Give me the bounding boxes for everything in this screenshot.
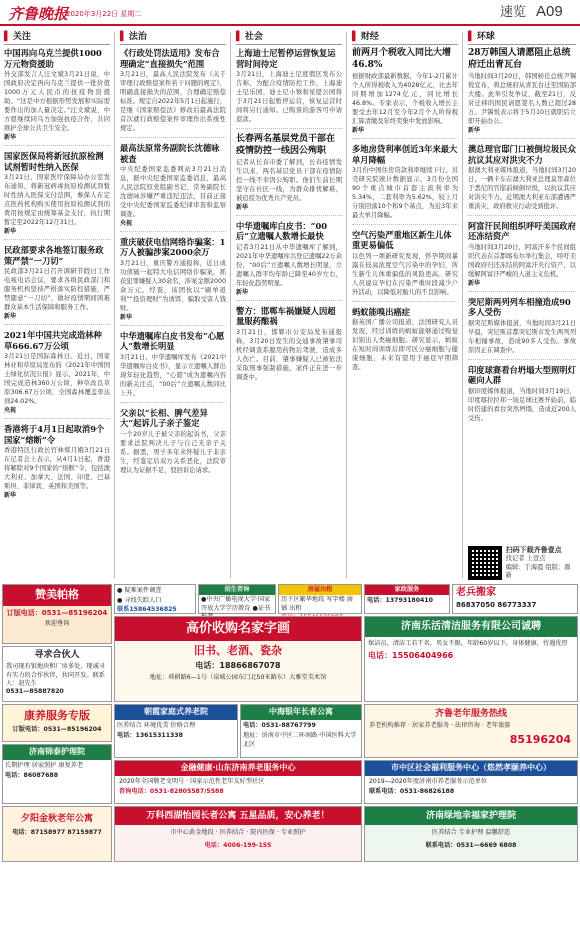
article-source: 新华	[352, 126, 365, 134]
ad-tile[interactable]	[114, 704, 238, 758]
article-source: 新华	[468, 279, 481, 287]
article-body: 当地时间3月20日，阿富汗多个民间组织代表在首都喀布尔举行集会，呼吁美国政府归还冻结的阿富汗央行资产，以缓解阿富汗严峻的人道主义危机。	[468, 244, 576, 278]
article-title: 前两月个税收入同比大增46.8%	[352, 48, 452, 70]
article[interactable]	[4, 151, 110, 240]
article[interactable]	[236, 48, 342, 129]
ad-tile[interactable]	[452, 584, 578, 614]
ad-line: 长期护理 居家照护 康复养老	[5, 761, 84, 769]
ad-body: 2019—2020年度济南市养老服务示范单位	[369, 777, 488, 785]
article-body: 据英国广播公司报道，法国研究人员发现，经过训练的蚂蚁能够通过嗅觉识别出人类癌细胞。研究显示，蚂蚁在短时间训练后即可区分癌细胞与健康细胞，未来有望用于癌症早期筛查。	[352, 319, 458, 371]
article[interactable]	[468, 48, 576, 139]
article[interactable]	[468, 144, 576, 216]
ad-phone: 85196204	[509, 732, 571, 746]
ad-phone: 联系电话：0531—6669 6808	[425, 841, 517, 849]
article[interactable]	[120, 237, 226, 326]
article-source: 央视	[4, 406, 17, 414]
ad-tile[interactable]	[364, 760, 578, 804]
article-body: 3月21日，重庆警方通报称，近日成功侦破一起特大电信网络诈骗案，抓获犯罪嫌疑人30余名，涉案金额2000余万元。经查，该团伙以“刷单返利”“投资理财”为诱饵，骗取受害人钱财。	[120, 260, 226, 312]
article[interactable]	[4, 424, 110, 503]
article-body: 3月21日，最高人民法院发布《关于审理行政赔偿案件若干问题的规定》，明确直接损失的范围，合理确定赔偿标准。规定自2022年5月1日起施行，是继《国家赔偿法》修改后最高法院首次就行政赔偿案件审理作出系统性规定。	[120, 71, 226, 132]
article[interactable]	[120, 331, 226, 403]
ad-phone: 电话：4006-199-155	[204, 841, 272, 849]
article-body: 3月21日，中华遗嘱库发布《2021中华遗嘱库白皮书》，显示立遗嘱人群出现年轻化趋势，“心愿”成为遗嘱内容的新关注点，“00后”立遗嘱人数同比上升。	[120, 354, 226, 397]
column-label: ▌ 财经	[352, 31, 458, 45]
ad-sub: 旧书、老酒、瓷杂	[194, 643, 282, 657]
article-title: 父亲以“长相、脾气差异大”起诉儿子亲子鉴定	[120, 407, 208, 429]
ad-title: 济南锦泰护理院	[3, 745, 111, 760]
article-body: 据澳大利亚媒体报道，当地时间3月20日，一辆卡车在澳大利亚总理莫里森位于悉尼的官邸前倾倒垃圾，以抗议其应对洪灾不力。近期澳大利亚东部遭遇严重洪灾，政府救灾行动受到批评。	[468, 167, 576, 210]
ad-phone: 电话：87158977 87159877	[12, 829, 102, 837]
ad-phone: 0531—85887820	[6, 688, 64, 696]
page-number: A09	[536, 3, 563, 20]
ad-body: 2020年全国敬老文明号 · 国家示范性老年友好型社区	[119, 777, 265, 785]
article-source: 新华	[4, 312, 17, 320]
ad-phone: 联系15864536825	[117, 605, 177, 613]
ad-tile[interactable]	[278, 584, 362, 614]
article[interactable]	[120, 408, 226, 479]
article[interactable]	[468, 297, 576, 360]
ad-title: 高价收购名家字画	[115, 617, 361, 641]
article-body: 当地时间3月20日，韩国候任总统尹锡悦宣布，将总统府从青瓦台迁至国防部大楼。此举引发争议，截至21日，反对迁移的国民请愿签名人数已超过28万。尹锡悦表示将于5月10日就职后立即开始办公。	[468, 73, 576, 125]
article-body: 以色列一项新研究发现，怀孕期间暴露在较高浓度空气污染中的孕妇，所生新生儿体重偏低的风险更高。研究人员建议孕妇在污染严重时段减少户外活动，以降低对胎儿的不良影响。	[352, 252, 458, 296]
article-source: 新华	[4, 491, 17, 499]
ad-tile[interactable]	[114, 760, 362, 804]
ad-phone: 联系电话：0531-86826188	[369, 788, 455, 796]
article-body: 民政部3月21日召开调研节假日工作电视电话会议，要求各级民政部门和服务机构坚持严格落实防控措施，严禁随意“一刀切”，做好疫情期间困难群众基本生活保障和服务工作。	[4, 268, 110, 311]
article[interactable]	[236, 134, 342, 216]
column-divider	[230, 32, 231, 578]
qr-sub: 找记者 上壹点	[505, 555, 546, 562]
ad-phone: 电话：13793180410	[367, 597, 433, 605]
article-body: 根据财政部最新数据，今年1-2月累计个人所得税收入为4028亿元，比去年同期增加1274亿元，同比增长46.8%。专家表示，个税收入增长主要受去年12月至今年2月个人所得税汇算清缴及年终奖集中发放影响。	[352, 73, 458, 125]
column-label: ▌ 法治	[120, 31, 226, 45]
ad-title: 济南乐活清洁服务有限公司诚聘	[365, 617, 577, 637]
ad-body: 市中心黄金地段 · 医养结合 · 院内医保 · 专业照护	[170, 829, 306, 837]
article-body: 香港特区行政长官林郑月娥3月21日在记者会上表示，从4月1日起，香港将解除对9个国家的“熔断”令，包括澳大利亚、加拿大、法国、印度、巴基斯坦、菲律宾、英国和美国等。	[4, 447, 110, 490]
article[interactable]	[4, 48, 110, 146]
article-source: 新华	[120, 313, 133, 321]
article-title: 突尼斯两列列车相撞造成90多人受伤	[468, 296, 571, 318]
classified-ads	[0, 582, 580, 933]
ad-body: ●中央广播电视大学·国家开放大学学历教育 ●证书	[201, 596, 271, 612]
ad-phone: 订版电话：0531—85196204	[12, 725, 102, 733]
article-body: 据突尼斯媒体报道，当地时间3月21日早晨，突尼斯首都突尼斯市发生两列列车相撞事故，造成90多人受伤。事故原因正在调查中。	[468, 320, 576, 354]
section-name: 速览	[500, 5, 527, 20]
article-title: 国家医保局将新冠抗原检测试剂暂时性纳入医保	[4, 151, 104, 172]
ad-tile[interactable]	[364, 806, 578, 862]
column-shehui	[236, 30, 342, 580]
ad-title: 赞美帕格	[3, 585, 111, 606]
ad-phone: 电话：18866867078	[195, 661, 281, 671]
ad-title: 金融健康·山东济南养老服务中心	[115, 761, 361, 776]
article-title: 最高法原常务副院长沈德咏被查	[120, 142, 220, 164]
article-body: 中央纪委国家监委网站3月21日消息，据中央纪委国家监委消息，最高人民法院原党组副书记、常务副院长沈德咏涉嫌严重违纪违法，目前正接受中央纪委国家监委纪律审查和监察调查。	[120, 166, 226, 218]
ad-title: 市中区社会福利服务中心（悠然孝颐养中心）	[365, 761, 577, 776]
article-body: 一个20岁儿子被父亲的起诉书，父亲要求法院判决儿子与自己无亲子关系。据悉，男子多年来怀疑儿子非亲生，经鉴定后双方关系恶化，法院审理认为证据不足，驳回诉讼请求。	[120, 430, 226, 474]
ad-body: 历下区繁华地段 写字楼 商铺 出租	[281, 596, 353, 612]
article-body: 3月21日，邯郸市公安局发布通报称，3月20日发生的交通事故肇事司机经调查系服用药物后驾驶，造成多人伤亡。目前，肇事嫌疑人已被依法采取刑事强制措施，案件正在进一步调查中。	[236, 329, 342, 381]
ad-body: 养老机构推荐 · 居家养老服务 · 法律咨询 · 老年旅游	[369, 722, 511, 730]
ad-body: 医养结合 环境优美 价格合理	[117, 721, 196, 729]
ad-tile[interactable]	[2, 806, 112, 862]
newspaper-logo: 齐鲁晚报	[8, 5, 69, 23]
ad-title: 老兵搬家	[456, 587, 496, 598]
article-body: 记者3月21日从中华遗嘱库了解到，2021年中华遗嘱库共登记遗嘱22万余份，“00后”立遗嘱人数增长明显，立遗嘱人群平均年龄已降至40岁左右，年轻化趋势明显。	[236, 244, 342, 287]
article-source: 新华	[4, 133, 17, 141]
ad-tile[interactable]	[2, 646, 112, 702]
ad-tile[interactable]	[240, 704, 362, 758]
article-source: 央视	[120, 219, 133, 227]
article[interactable]	[352, 48, 458, 139]
column-huanqiu	[468, 30, 576, 580]
ad-title: 中海银年长者公寓	[241, 705, 361, 720]
article-body: 3月21日，上海迪士尼度假区发布公告称，为配合疫情防控工作，上海迪士尼乐园、迪士尼小镇和星愿公园将于3月21日起暂停运营，恢复运营时间将另行通知。已购票的游客可申请退款。	[236, 71, 342, 124]
article-title: 多地房贷利率创近3年来最大单月降幅	[352, 143, 458, 165]
article-title: 澳总理官邸门口被倒垃圾民众抗议其应对洪灾不力	[468, 143, 576, 165]
qr-code-icon[interactable]	[468, 546, 502, 580]
column-divider	[114, 32, 115, 578]
ad-title: 寻求合伙人	[34, 650, 80, 660]
article[interactable]	[4, 330, 110, 419]
article[interactable]	[352, 230, 458, 302]
article[interactable]	[120, 143, 226, 232]
article-body: 外交部发言人汪文斌3月21日说，中国政府决定再向乌克兰提供一批价值1000万元人民币的抗疫物资援助。“这是中方根据形势发展和实际需要作出的加人量决定。”汪文斌说，中方愿继续同乌方加强抗疫合作，共同维护全球公共卫生安全。	[4, 71, 110, 132]
column-guanzhu	[4, 30, 110, 580]
article-title: 2021年中国共完成造林种草666.67万公顷	[4, 329, 102, 351]
article-title: 28万韩国人请愿阻止总统府迁出青瓦台	[468, 48, 571, 70]
article-title: 《行政处罚法适用》发布合理确定“直接损失”范围	[120, 48, 220, 69]
article-source: 新华	[236, 203, 249, 211]
ad-body: 欢迎垂询	[44, 620, 70, 628]
ad-line: ● 疑难案件调查	[117, 587, 162, 594]
qr-title: 扫码下载齐鲁壹点	[505, 545, 562, 554]
ad-body: 我司现有银地块和厂房多处，现诚寻有实力的合作伙伴，共同开发。联系人：赵先生	[6, 663, 105, 687]
article-title: 重庆破获电信网络诈骗案：1万人被骗涉案2000余万	[120, 236, 226, 258]
ad-phone: 电话：86087688	[5, 772, 59, 780]
ad-title: 康养服务专版	[24, 709, 90, 722]
ad-title: 济南绿地幸福家护理院	[365, 807, 577, 825]
article-title: 蚂蚁能嗅出癌症	[352, 306, 411, 317]
article-source: 新华	[236, 288, 249, 296]
ad-tile[interactable]	[114, 806, 362, 862]
issue-date: 2020年3月22日 星期二	[66, 10, 142, 18]
article-source: 新华	[468, 126, 481, 134]
article-body: 3月21日是国际森林日。近日，国家林业和草原局发布的《2021年中国国土绿化状况公报》显示，2021年，中国完成造林360万公顷，种草改良草原306.67万公顷，全国森林覆盖率达到24.02%。	[4, 353, 110, 405]
article[interactable]	[468, 365, 576, 427]
ad-tile[interactable]	[2, 704, 112, 742]
article-body: 3月份中国住房贷款利率继续下行。贝壳研究院统计数据显示，3月份全国90个重点城市首套主流利率为5.34%，二套利率为5.62%，较上月分别回落10个和9个基点，为近3年来最大单月降幅。	[352, 167, 458, 219]
ad-tile[interactable]	[364, 584, 450, 614]
article-title: 长春两名基层党员干部在疫情防控一线因公殉职	[236, 133, 336, 156]
ad-tile[interactable]	[364, 704, 578, 758]
ad-phone: 86837050 86773337	[456, 600, 537, 609]
article[interactable]	[352, 307, 458, 376]
article-title: 阿富汗民间组织呼吁美国政府还冻结资产	[468, 220, 576, 242]
ad-line: ● 寻找失踪人口	[117, 597, 162, 605]
ad-title: 招生咨询	[199, 585, 275, 595]
column-divider	[462, 32, 463, 578]
column-label: ▌ 社会	[236, 31, 342, 45]
article-source: 新华	[4, 227, 17, 235]
ad-body: 保洁员、清洁工若干名，男女不限，年龄60岁以下，身体健康，待遇优厚	[368, 639, 568, 647]
article-title: 民政部要求各地签订服务政策严禁“一刀切”	[4, 244, 104, 266]
article-title: 中华遗嘱库白皮书发布“心愿人”数增长明显	[120, 330, 225, 352]
article-title: 空气污染严重地区新生儿体重更易偏低	[352, 229, 452, 251]
article[interactable]	[120, 48, 226, 138]
column-label: ▌ 关注	[4, 31, 110, 45]
article-title: 中华遗嘱库白皮书：“00后”立遗嘱人数增长最快	[236, 220, 327, 242]
ad-phone: 电话：15506404966	[368, 650, 454, 660]
ad-title: 夕阳金秋老年公寓	[20, 814, 93, 824]
qr-block	[468, 544, 576, 582]
ad-title: 房屋出租	[279, 585, 361, 595]
ad-phone: 订版电话：0531—85196204	[6, 608, 108, 617]
article-title: 印度球赛看台坍塌大型照明灯砸向人群	[468, 364, 576, 386]
article-title: 上海迪士尼暂停运营恢复运营时间待定	[236, 48, 336, 69]
article[interactable]	[4, 245, 110, 325]
ad-address: 地址：舜耕路6—1号（泉城公园东门北50米路东）大雅堂美术馆	[149, 674, 327, 682]
page-header	[0, 0, 580, 26]
ad-title: 万科西湖怡园长者公寓 五星品质，安心养老！	[115, 807, 361, 825]
ad-tile[interactable]	[364, 616, 578, 702]
article-body: 记者从长春市委了解到，长春疫情发生以来，两名基层党员干部在疫情防控一线不幸因公殉职。他们生前长期坚守在社区一线，为群众排忧解难，被追授为优秀共产党员。	[236, 159, 342, 202]
article[interactable]	[236, 221, 342, 301]
ad-title: 家政服务	[365, 585, 449, 595]
article-title: 警方：邯郸车祸嫌疑人因超量服药酿祸	[236, 305, 336, 327]
column-label: ▌ 环球	[468, 31, 576, 45]
column-caijing	[352, 30, 458, 580]
editor-credit: 编辑：于海霞 组版：颜新	[505, 563, 571, 579]
article[interactable]	[352, 144, 458, 225]
ad-tile[interactable]	[114, 584, 196, 614]
article[interactable]	[236, 306, 342, 386]
column-divider	[346, 32, 347, 578]
article-title: 中国再向乌克兰提供1000万元物资援助	[4, 48, 102, 69]
ad-tile[interactable]	[114, 616, 362, 702]
ad-title: 朝霞家庭式养老院	[115, 705, 237, 720]
ad-body: 医养结合 专业护理 温馨舒适	[431, 829, 511, 837]
article-body: 据印度媒体报道，当地时间3月19日，印度喀拉拉邦一场足球比赛开始前，临时搭建的看台突然坍塌，造成近200人受伤。	[468, 388, 576, 422]
article-title: 香港将于4月1日起取消9个国家“熔断”令	[4, 423, 105, 445]
ad-phone: 电话：0531-88767799	[243, 721, 316, 729]
ad-title: 齐鲁老年服务热线	[434, 709, 507, 719]
ad-tile[interactable]	[2, 744, 112, 804]
article-body: 3月21日，国家医疗保障局办公室发布通知，将新冠病毒抗原检测试剂暂时性纳入医保支付范围，参保人在定点医药机构购买使用抗原检测试剂的费用按规定由统筹基金支付，执行期暂定至2022年12月31日。	[4, 174, 110, 226]
ad-phone: 咨询电话：0531-82805587/5588	[119, 788, 224, 796]
ad-tile[interactable]	[2, 584, 112, 644]
article[interactable]	[468, 221, 576, 292]
ad-tile[interactable]	[198, 584, 276, 614]
ad-phone: 电话：13615311338	[117, 732, 183, 740]
ad-address: 地址：济南市中区二环南路·中国医科大学北区	[243, 732, 357, 748]
column-fazhi	[120, 30, 226, 580]
